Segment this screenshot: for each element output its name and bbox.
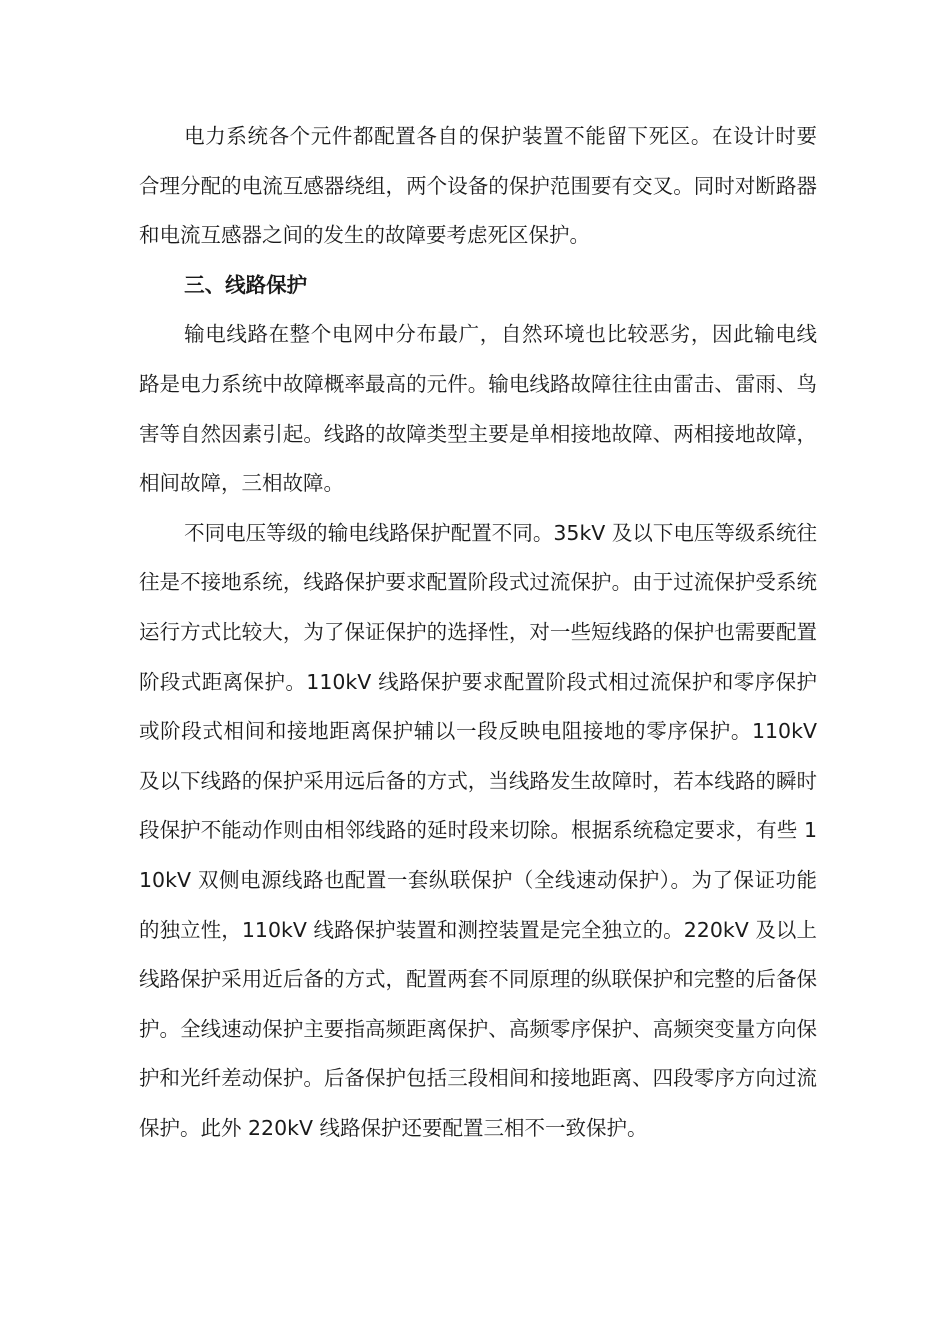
paragraph-protection-configuration: 不同电压等级的输电线路保护配置不同。35kV 及以下电压等级系统往往是不接地系统，线路保护要求配置阶段式过流保护。由于过流保护受系统运行方式比较大，为了保证保护的选择性，对一些短线路的保护也需要配置阶段式距离保护。110kV 线路保护要求配置阶段式相过流保护和零序保护或阶段式相间和接地距离保护辅以一段反映电阻接地的零序保护。110kV 及以下线路的保护采用远后备的方式，当线路发生故障时，若本线路的瞬时段保护不能动作则由相邻线路的延时段来切除。根据系统稳定要求，有些 110kV 双侧电源线路也配置一套纵联保护（全线速动保护）。为了保证功能的独立性，110kV 线路保护装置和测控装置是完全独立的。220kV 及以上线路保护采用近后备的方式，配置两套不同原理的纵联保护和完整的后备保护。全线速动保护主要指高频距离保护、高频零序保护、高频突变量方向保护和光纤差动保护。后备保护包括三段相间和接地距离、四段零序方向过流保护。此外 220kV 线路保护还要配置三相不一致保护。: [139, 520, 817, 1140]
document-body: [139, 112, 817, 1153]
paragraph-line-faults: 输电线路在整个电网中分布最广，自然环境也比较恶劣，因此输电线路是电力系统中故障概率最高的元件。输电线路故障往往由雷击、雷雨、鸟害等自然因素引起。线路的故障类型主要是单相接地故障、两相接地故障，相间故障，三相故障。: [139, 322, 817, 496]
paragraph-dead-zone-protection: 电力系统各个元件都配置各自的保护装置不能留下死区。在设计时要合理分配的电流互感器绕组，两个设备的保护范围要有交叉。同时对断路器和电流互感器之间的发生的故障要考虑死区保护。: [139, 124, 817, 248]
section-heading-line-protection: 三、线路保护: [184, 272, 308, 297]
